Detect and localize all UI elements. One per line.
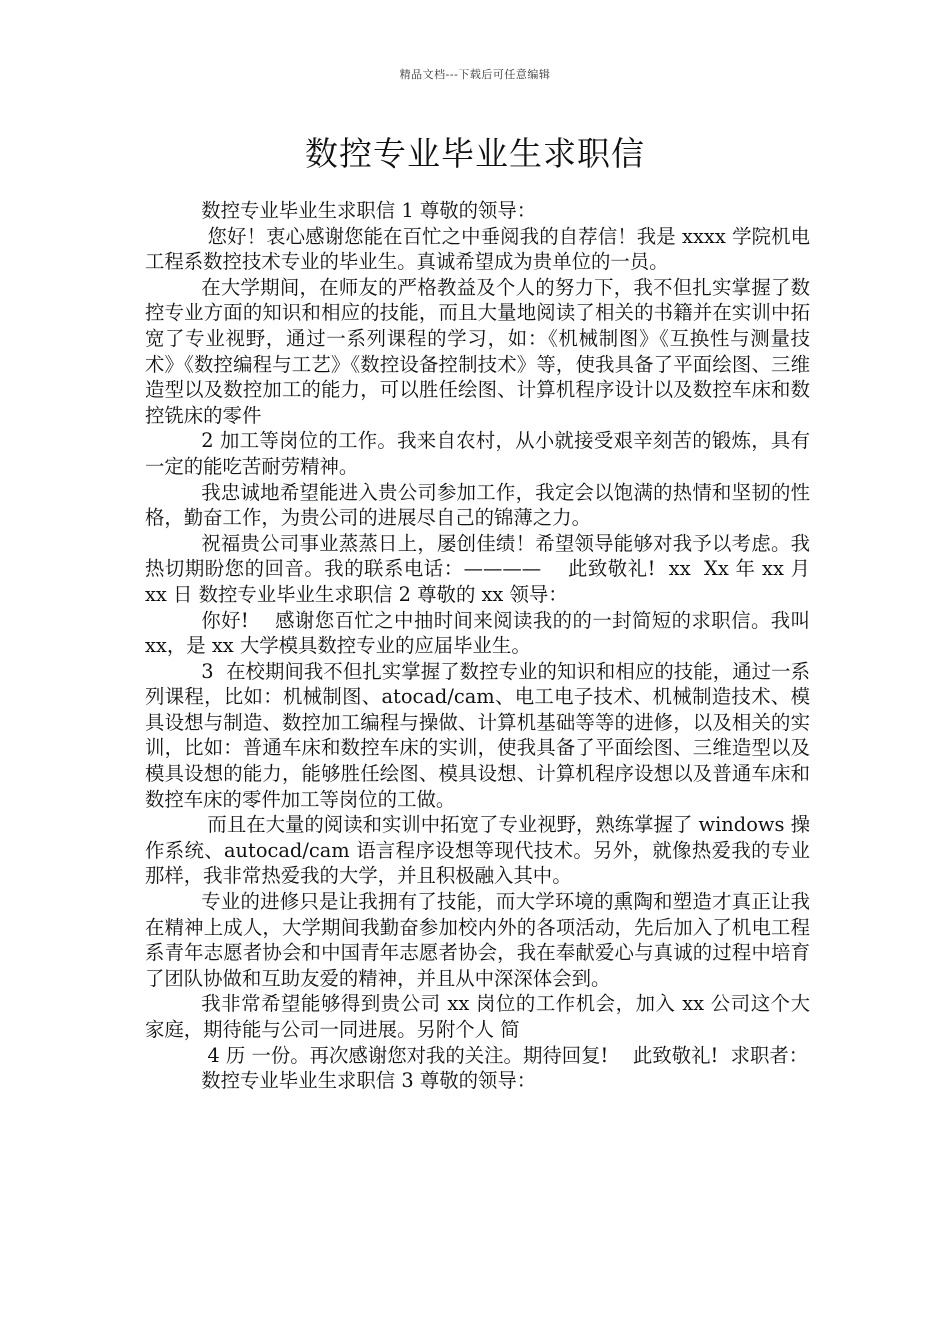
- paragraph: 祝福贵公司事业蒸蒸日上，屡创佳绩！希望领导能够对我予以考虑。我热切期盼您的回音。我的联系电话：———— 此致敬礼! xx Xx 年 xx 月 xx 日 数控专业毕业生求职信 2 尊敬的 xx 领导：: [145, 531, 817, 606]
- paragraph: 3 在校期间我不但扎实掌握了数控专业的知识和相应的技能，通过一系列课程，比如：机械制图、atocad/cam、电工电子技术、机械制造技术、模具设想与制造、数控加工编程与操做、计算机基础等等的进修，以及相关的实训，比如：普通车床和数控车床的实训，使我具备了平面绘图、三维造型以及模具设想的能力，能够胜任绘图、模具设想、计算机程序设想以及普通车床和数控车床的零件加工等岗位的工做。: [145, 659, 810, 811]
- header-note: 精品文档---下载后可任意编辑: [399, 68, 551, 81]
- letter-body: [145, 198, 817, 1094]
- paragraph: 数控专业毕业生求职信 1 尊敬的领导：: [201, 199, 537, 222]
- paragraph: 2 加工等岗位的工作。我来自农村，从小就接受艰辛刻苦的锻炼，具有一定的能吃苦耐劳精神。: [145, 429, 810, 478]
- paragraph: 我非常希望能够得到贵公司 xx 岗位的工作机会，加入 xx 公司这个大家庭，期待能与公司一同进展。另附个人 简: [145, 992, 810, 1041]
- paragraph: 数控专业毕业生求职信 3 尊敬的领导：: [201, 1069, 537, 1093]
- paragraph: 4 历 一份。再次感谢您对我的关注。期待回复! 此致敬礼! 求职者：: [201, 1043, 809, 1067]
- paragraph: 你好! 感谢您百忙之中抽时间来阅读我的的一封简短的求职信。我叫 xx，是 xx 大学模具数控专业的应届毕业生。: [145, 608, 817, 658]
- paragraph: 而且在大量的阅读和实训中拓宽了专业视野，熟练掌握了 windows 操作系统、autocad/cam 语言程序设想等现代技术。另外，就像热爱我的专业那样，我非常热爱我的大学，并且积极融入其中。: [145, 813, 810, 888]
- paragraph: 在大学期间，在师友的严格教益及个人的努力下，我不但扎实掌握了数控专业方面的知识和相应的技能，而且大量地阅读了相关的书籍并在实训中拓宽了专业视野，通过一系列课程的学习，如：《机械制图》《互换性与测量技术》《数控编程与工艺》《数控设备控制技术》等，使我具备了平面绘图、三维造型以及数控加工的能力，可以胜任绘图、计算机程序设计以及数控车床和数控铣床的零件: [145, 275, 810, 427]
- document-title: 数控专业毕业生求职信: [305, 134, 645, 173]
- paragraph: 专业的进修只是让我拥有了技能，而大学环境的熏陶和塑造才真正让我在精神上成人，大学期间我勤奋参加校内外的各项活动，先后加入了机电工程系青年志愿者协会和中国青年志愿者协会，我在奉献爱心与真诚的过程中培育了团队协做和互助友爱的精神，并且从中深深体会到。: [145, 890, 810, 990]
- paragraph: 您好！衷心感谢您能在百忙之中垂阅我的自荐信！我是 xxxx 学院机电工程系数控技术专业的毕业生。真诚希望成为贵单位的一员。: [145, 224, 810, 274]
- paragraph: 我忠诚地希望能进入贵公司参加工作，我定会以饱满的热情和坚韧的性格，勤奋工作，为贵公司的进展尽自己的锦薄之力。: [145, 480, 810, 530]
